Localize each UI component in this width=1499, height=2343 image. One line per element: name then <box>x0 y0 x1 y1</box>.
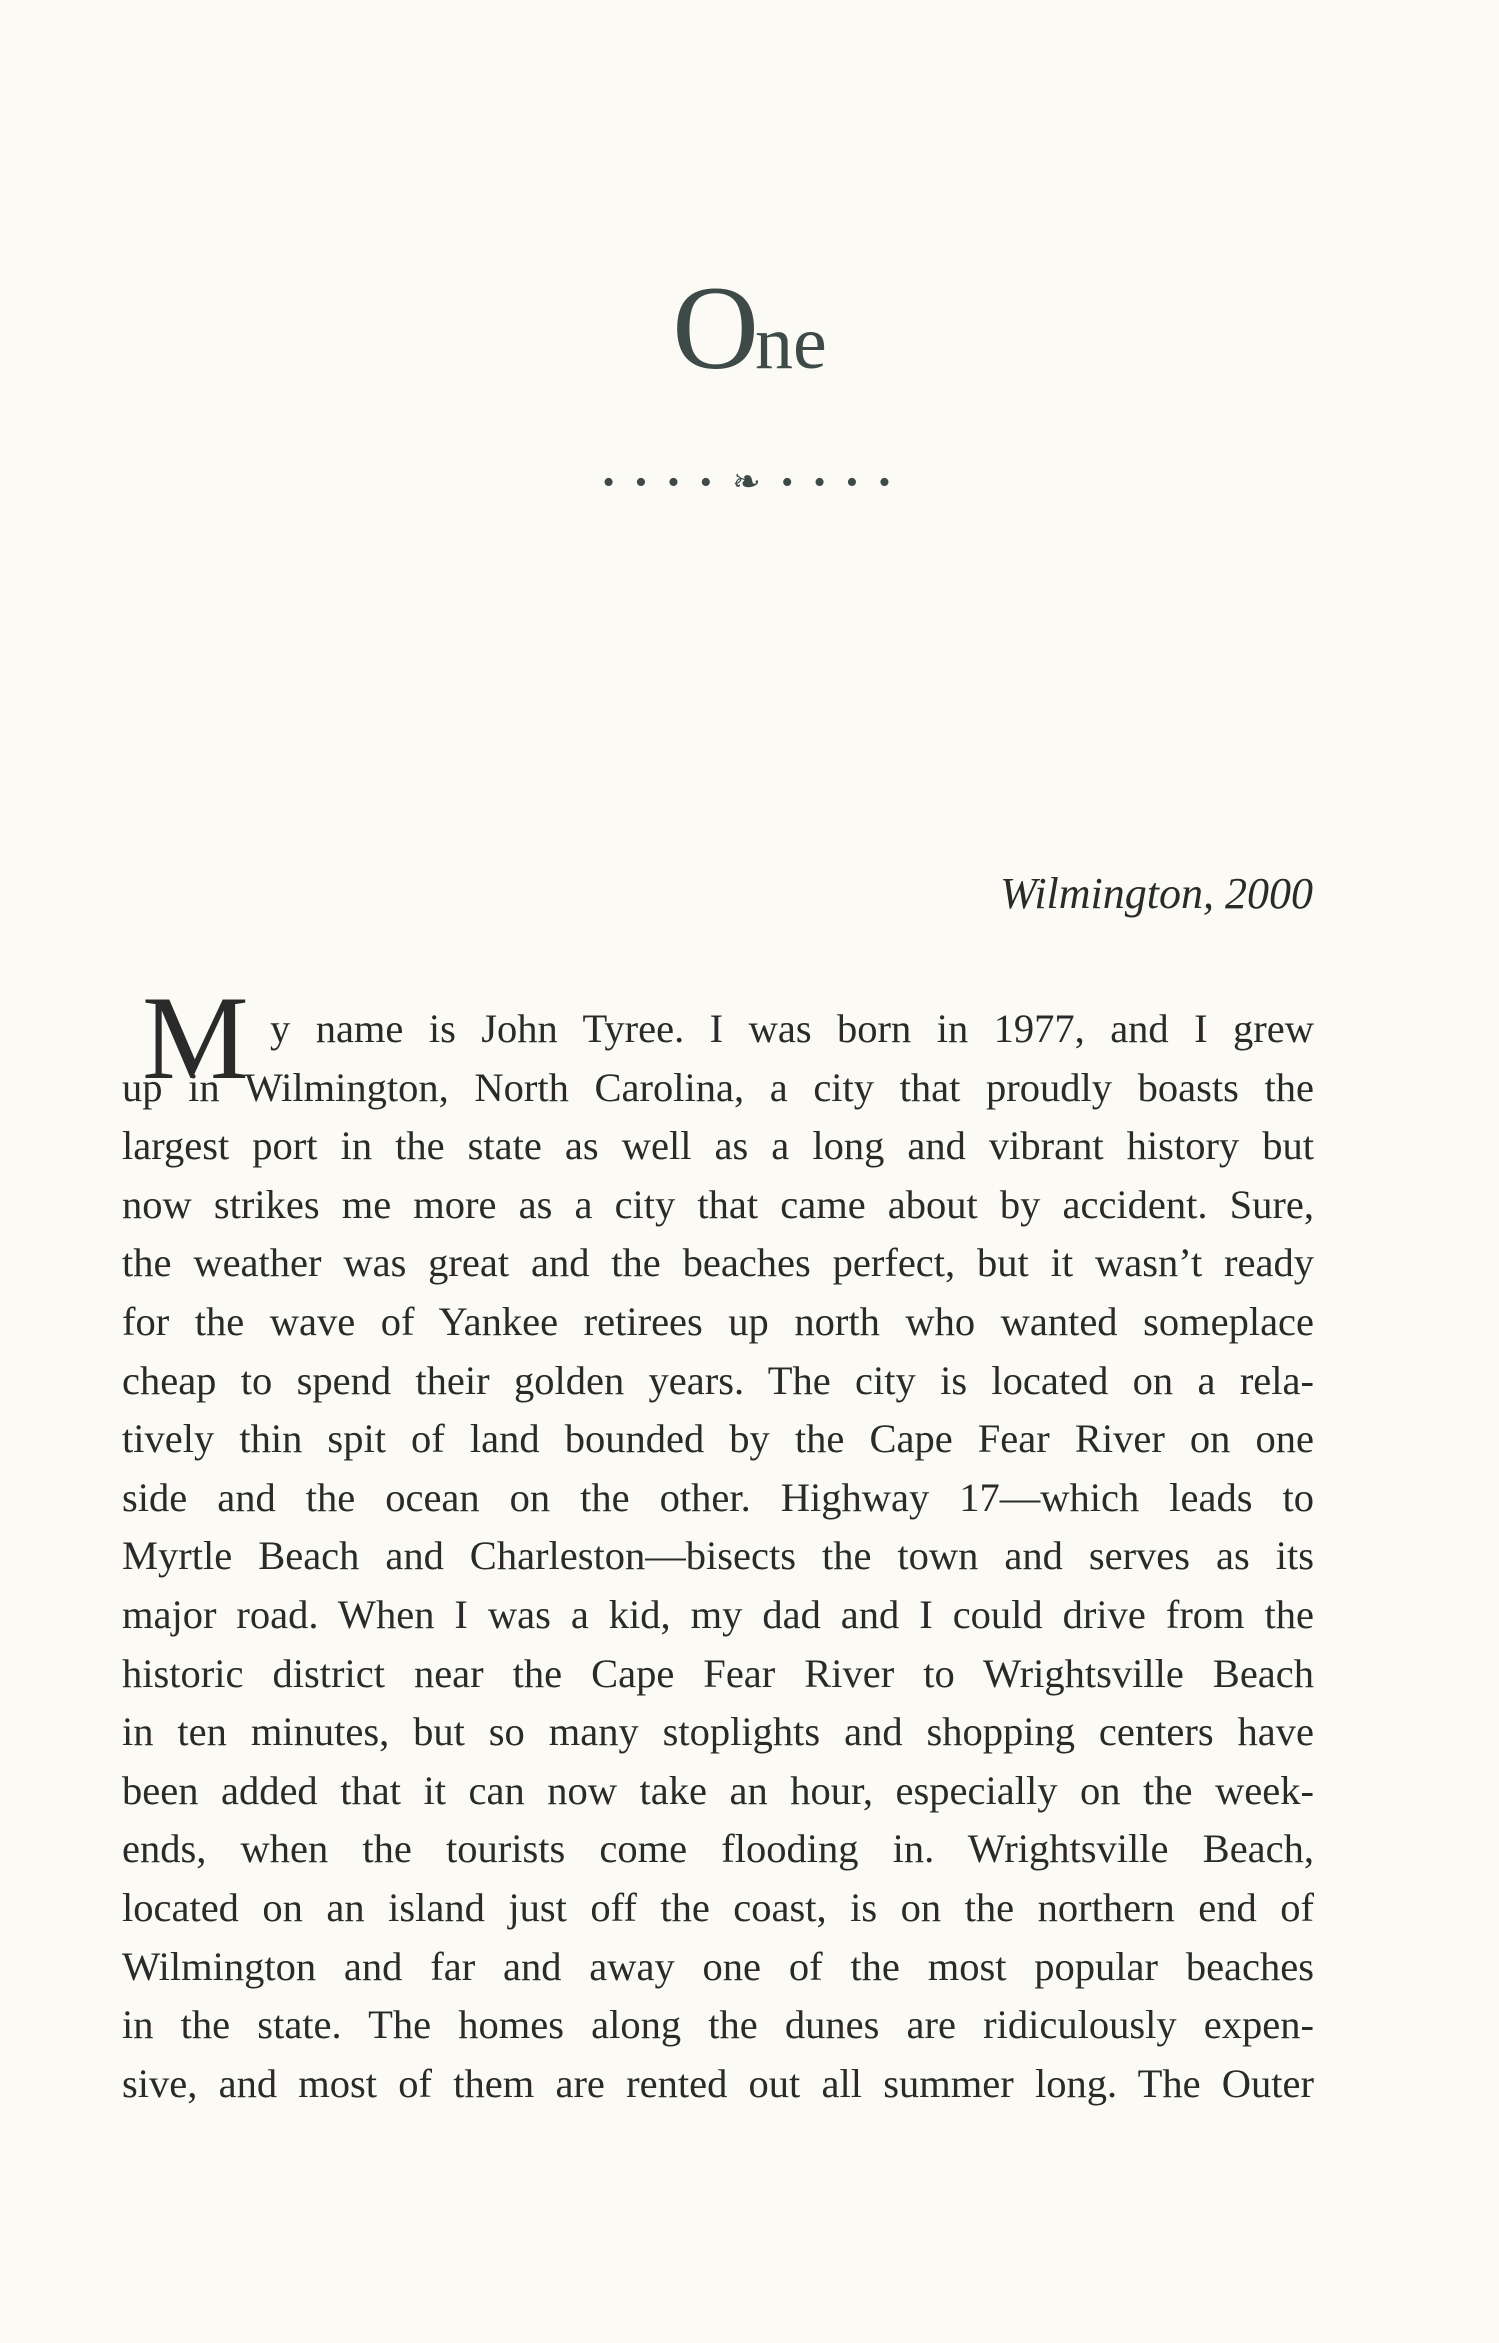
text-line: Myrtle Beach and Charleston—bisects the town and serves as its <box>122 1533 1314 1579</box>
text-line: in ten minutes, but so many stoplights and shopping centers have <box>122 1709 1314 1755</box>
chapter-title <box>0 261 1499 394</box>
text-line: Wilmington and far and away one of the most popular beaches <box>122 1943 1314 1989</box>
chapter-title-initial: O <box>672 261 755 394</box>
chapter-ornament: • • • • ❧ • • • • <box>602 464 897 501</box>
drop-cap: M <box>142 971 249 1104</box>
text-line: for the wave of Yankee retirees up north who wanted someplace <box>122 1298 1314 1344</box>
text-line: the weather was great and the beaches perfect, but it wasn’t ready <box>122 1240 1314 1286</box>
text-line: largest port in the state as well as a long and vibrant history but <box>122 1123 1314 1169</box>
chapter-title-rest: ne <box>754 301 827 385</box>
text-line: sive, and most of them are rented out all summer long. The Outer <box>122 2060 1314 2106</box>
text-line: tively thin spit of land bounded by the Cape Fear River on one <box>122 1416 1314 1462</box>
text-line: ends, when the tourists come flooding in. Wrightsville Beach, <box>122 1826 1314 1872</box>
text-line: been added that it can now take an hour, especially on the week- <box>122 1767 1314 1813</box>
text-line: located on an island just off the coast, is on the northern end of <box>122 1884 1314 1930</box>
body-text <box>122 1000 1314 2113</box>
text-line: cheap to spend their golden years. The city is located on a rela- <box>122 1357 1314 1403</box>
text-line: major road. When I was a kid, my dad and I could drive from the <box>122 1591 1314 1637</box>
text-line: in the state. The homes along the dunes are ridiculously expen- <box>122 2002 1314 2048</box>
dateline: Wilmington, 2000 <box>1000 869 1313 918</box>
text-line: historic district near the Cape Fear River to Wrightsville Beach <box>122 1650 1314 1696</box>
text-line: now strikes me more as a city that came about by accident. Sure, <box>122 1181 1314 1227</box>
text-line: up in Wilmington, North Carolina, a city that proudly boasts the <box>122 1064 1314 1110</box>
text-line: y name is John Tyree. I was born in 1977, and I grew <box>270 1006 1314 1051</box>
text-line: side and the ocean on the other. Highway 17—which leads to <box>122 1474 1314 1520</box>
